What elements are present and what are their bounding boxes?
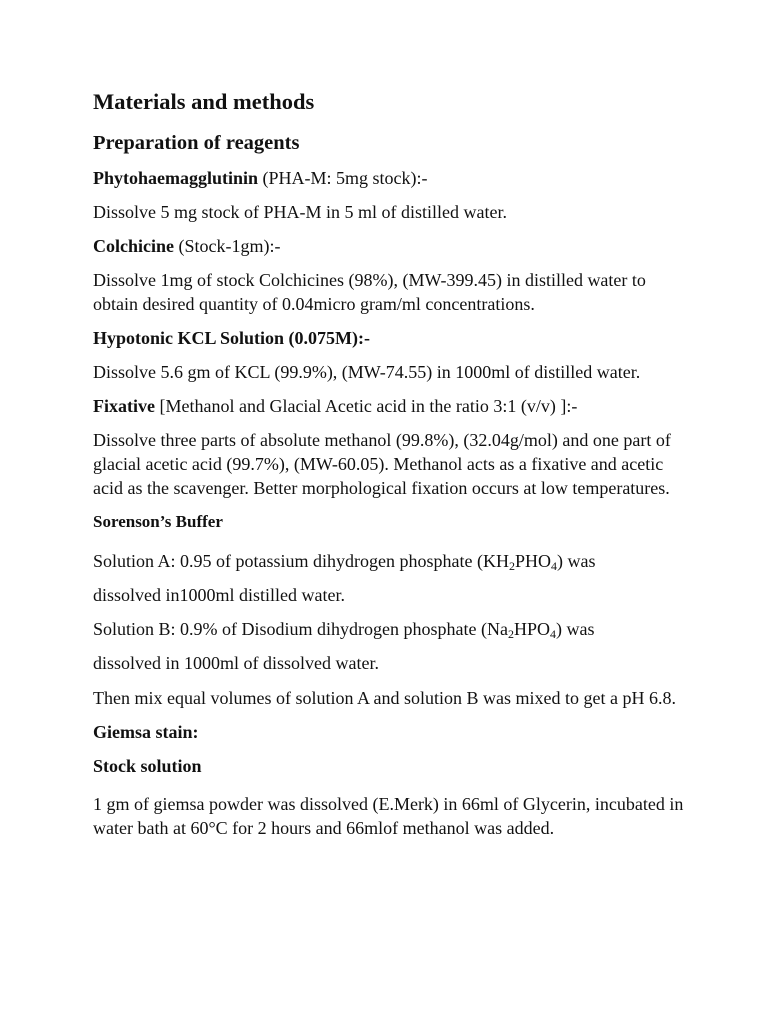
kcl-text: Dissolve 5.6 gm of KCL (99.9%), (MW-74.55) in 1000ml of distilled water.: [93, 362, 641, 382]
document-page: [93, 88, 693, 850]
solution-a-post: ) was: [557, 551, 596, 571]
solution-a-pre: Solution A: 0.95 of potassium dihydrogen phosphate (KH: [93, 551, 509, 571]
solution-a-sub1: 2: [508, 559, 515, 573]
pha-note: (PHA-M: 5mg stock):-: [258, 168, 428, 188]
fixative-text: Dissolve three parts of absolute methanol (99.8%), (32.04g/mol) and one part of glacial acetic acid (99.7%), (MW-60.05). Methanol acts as a fixative and acetic acid as the scavenger. Better morphological fixation occurs at low temperatures.: [93, 430, 671, 498]
pha-name: Phytohaemagglutinin: [93, 168, 259, 188]
solution-a-sub2: 4: [551, 559, 557, 573]
solution-b-pre: Solution B: 0.9% of Disodium dihydrogen phosphate (Na: [93, 619, 508, 639]
solution-b-sub2: 4: [549, 627, 556, 641]
solution-b-post: ) was: [555, 619, 595, 639]
solution-b-line2: dissolved in 1000ml of dissolved water.: [93, 653, 379, 673]
colchicine-heading: [93, 234, 693, 258]
giemsa-text: 1 gm of giemsa powder was dissolved (E.Merk) in 66ml of Glycerin, incubated in water bath at 60°C for 2 hours and 66mlof methanol was added.: [93, 794, 684, 838]
solution-a-line2: dissolved in1000ml distilled water.: [93, 585, 345, 605]
page-title: Materials and methods: [93, 89, 315, 114]
mix-text: Then mix equal volumes of solution A and solution B was mixed to get a pH 6.8.: [93, 688, 676, 708]
fixative-heading: [93, 394, 693, 418]
colchicine-note: (Stock-1gm):-: [174, 236, 281, 256]
solution-b-sub1: 2: [507, 627, 514, 641]
solution-a-line1: [93, 544, 693, 578]
kcl-heading: Hypotonic KCL Solution (0.075M):-: [93, 328, 371, 348]
fixative-name: Fixative: [93, 396, 155, 416]
colchicine-name: Colchicine: [93, 236, 174, 256]
pha-text: Dissolve 5 mg stock of PHA-M in 5 ml of distilled water.: [93, 202, 507, 222]
stock-solution-heading: Stock solution: [93, 756, 202, 776]
sorenson-heading: Sorenson’s Buffer: [93, 512, 223, 531]
pha-heading: [93, 166, 693, 190]
section-subtitle: Preparation of reagents: [93, 132, 300, 154]
solution-b-line1: [93, 612, 693, 646]
solution-a-mid: PHO: [514, 551, 551, 571]
giemsa-heading: Giemsa stain:: [93, 722, 199, 742]
fixative-note: [Methanol and Glacial Acetic acid in the ratio 3:1 (v/v) ]:-: [154, 396, 578, 416]
solution-b-mid: HPO: [513, 619, 550, 639]
colchicine-text: Dissolve 1mg of stock Colchicines (98%), (MW-399.45) in distilled water to obtain desired quantity of 0.04micro gram/ml concentrations.: [93, 270, 646, 314]
